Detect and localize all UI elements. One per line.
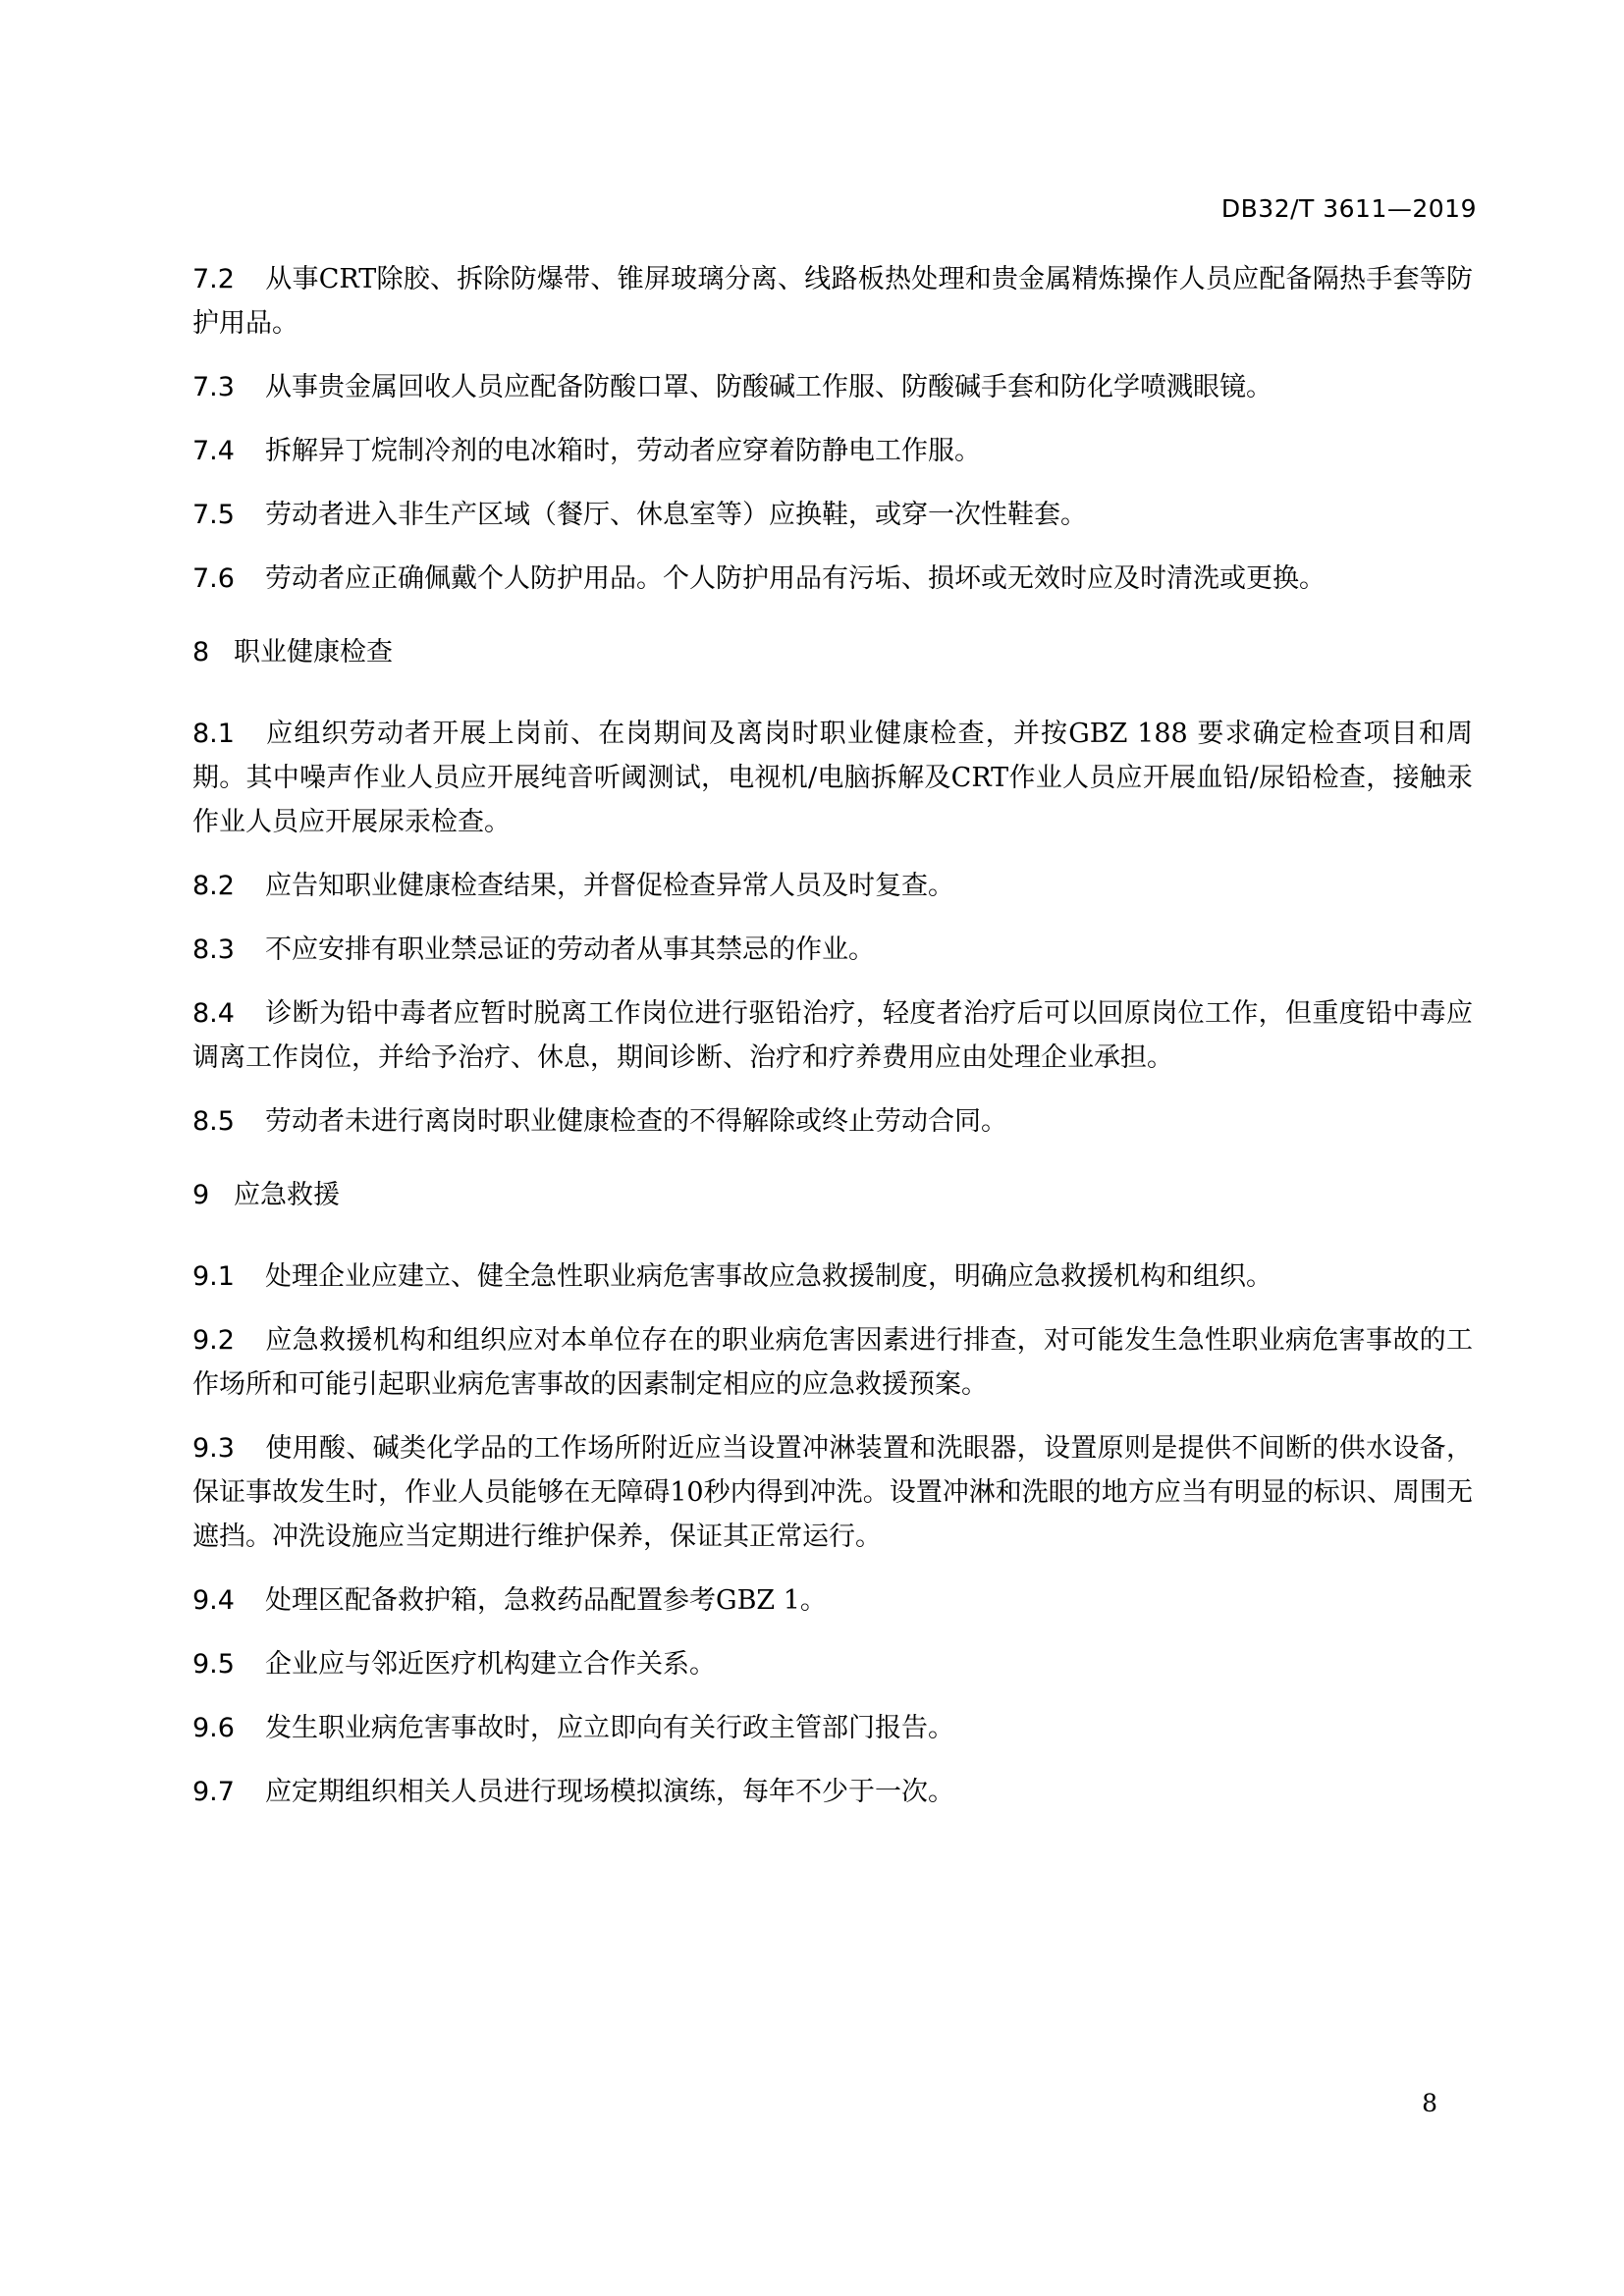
clause-text: 处理区配备救护箱，急救药品配置参考GBZ 1。 <box>265 1585 827 1616</box>
clause-number: 7.3 <box>192 372 235 402</box>
clause-number: 9.1 <box>192 1261 235 1292</box>
clause-7-6 <box>192 557 1473 601</box>
clause-text: 从事CRT除胶、拆除防爆带、锥屏玻璃分离、线路板热处理和贵金属精炼操作人员应配备隔热手套等防护用品。 <box>192 264 1473 339</box>
clause-text: 诊断为铅中毒者应暂时脱离工作岗位进行驱铅治疗，轻度者治疗后可以回原岗位工作，但重度铅中毒应调离工作岗位，并给予治疗、休息，期间诊断、治疗和疗养费用应由处理企业承担。 <box>192 998 1473 1073</box>
clause-7-4 <box>192 429 1473 473</box>
clause-9-2 <box>192 1318 1473 1407</box>
section-9-heading <box>192 1173 1473 1217</box>
clause-number: 9.7 <box>192 1777 235 1807</box>
clause-7-5 <box>192 493 1473 537</box>
clause-9-3 <box>192 1426 1473 1559</box>
clause-text: 企业应与邻近医疗机构建立合作关系。 <box>265 1649 716 1680</box>
clause-number: 8.3 <box>192 934 235 965</box>
clause-text: 劳动者进入非生产区域（餐厅、休息室等）应换鞋，或穿一次性鞋套。 <box>265 500 1087 530</box>
clause-8-3 <box>192 928 1473 972</box>
clause-8-2 <box>192 864 1473 908</box>
clause-9-6 <box>192 1706 1473 1750</box>
section-title: 职业健康检查 <box>234 637 393 667</box>
clause-number: 8.5 <box>192 1106 235 1137</box>
clause-number: 9.3 <box>192 1433 235 1464</box>
document-body <box>192 257 1473 1834</box>
clause-number: 7.4 <box>192 436 235 466</box>
clause-8-5 <box>192 1099 1473 1144</box>
clause-number: 7.6 <box>192 563 235 594</box>
clause-text: 发生职业病危害事故时，应立即向有关行政主管部门报告。 <box>265 1713 954 1743</box>
page-number: 8 <box>1422 2089 1437 2117</box>
document-code: DB32/T 3611—2019 <box>1220 194 1477 223</box>
section-title: 应急救援 <box>234 1180 340 1210</box>
clause-text: 劳动者未进行离岗时职业健康检查的不得解除或终止劳动合同。 <box>265 1106 1007 1137</box>
clause-text: 应定期组织相关人员进行现场模拟演练，每年不少于一次。 <box>265 1777 954 1807</box>
clause-text: 应告知职业健康检查结果，并督促检查异常人员及时复查。 <box>265 871 954 901</box>
clause-9-5 <box>192 1642 1473 1686</box>
clause-number: 8.4 <box>192 998 235 1029</box>
clause-text: 应组织劳动者开展上岗前、在岗期间及离岗时职业健康检查，并按GBZ 188 要求确定检查项目和周期。其中噪声作业人员应开展纯音听阈测试，电视机/电脑拆解及CRT作业人员应开展血铅/尿铅检查，接触汞作业人员应开展尿汞检查。 <box>192 719 1473 837</box>
clause-text: 劳动者应正确佩戴个人防护用品。个人防护用品有污垢、损坏或无效时应及时清洗或更换。 <box>265 563 1326 594</box>
clause-number: 9.5 <box>192 1649 235 1680</box>
section-number: 8 <box>192 637 210 667</box>
clause-7-2 <box>192 257 1473 346</box>
clause-number: 9.2 <box>192 1325 235 1356</box>
section-8-heading <box>192 630 1473 674</box>
clause-number: 7.2 <box>192 264 235 294</box>
clause-text: 拆解异丁烷制冷剂的电冰箱时，劳动者应穿着防静电工作服。 <box>265 436 981 466</box>
clause-text: 使用酸、碱类化学品的工作场所附近应当设置冲淋装置和洗眼器，设置原则是提供不间断的供水设备，保证事故发生时，作业人员能够在无障碍10秒内得到冲洗。设置冲淋和洗眼的地方应当有明显的标识、周围无遮挡。冲洗设施应当定期进行维护保养，保证其正常运行。 <box>192 1433 1473 1552</box>
clause-number: 8.2 <box>192 871 235 901</box>
clause-7-3 <box>192 365 1473 409</box>
clause-number: 9.4 <box>192 1585 235 1616</box>
clause-8-4 <box>192 991 1473 1080</box>
clause-9-7 <box>192 1770 1473 1814</box>
clause-text: 处理企业应建立、健全急性职业病危害事故应急救援制度，明确应急救援机构和组织。 <box>265 1261 1272 1292</box>
clause-9-1 <box>192 1255 1473 1299</box>
clause-number: 9.6 <box>192 1713 235 1743</box>
clause-8-1 <box>192 712 1473 844</box>
clause-9-4 <box>192 1578 1473 1623</box>
clause-number: 7.5 <box>192 500 235 530</box>
clause-text: 从事贵金属回收人员应配备防酸口罩、防酸碱工作服、防酸碱手套和防化学喷溅眼镜。 <box>265 372 1272 402</box>
section-number: 9 <box>192 1180 210 1210</box>
clause-text: 不应安排有职业禁忌证的劳动者从事其禁忌的作业。 <box>265 934 875 965</box>
clause-number: 8.1 <box>192 719 235 749</box>
clause-text: 应急救援机构和组织应对本单位存在的职业病危害因素进行排查，对可能发生急性职业病危害事故的工作场所和可能引起职业病危害事故的因素制定相应的应急救援预案。 <box>192 1325 1473 1400</box>
